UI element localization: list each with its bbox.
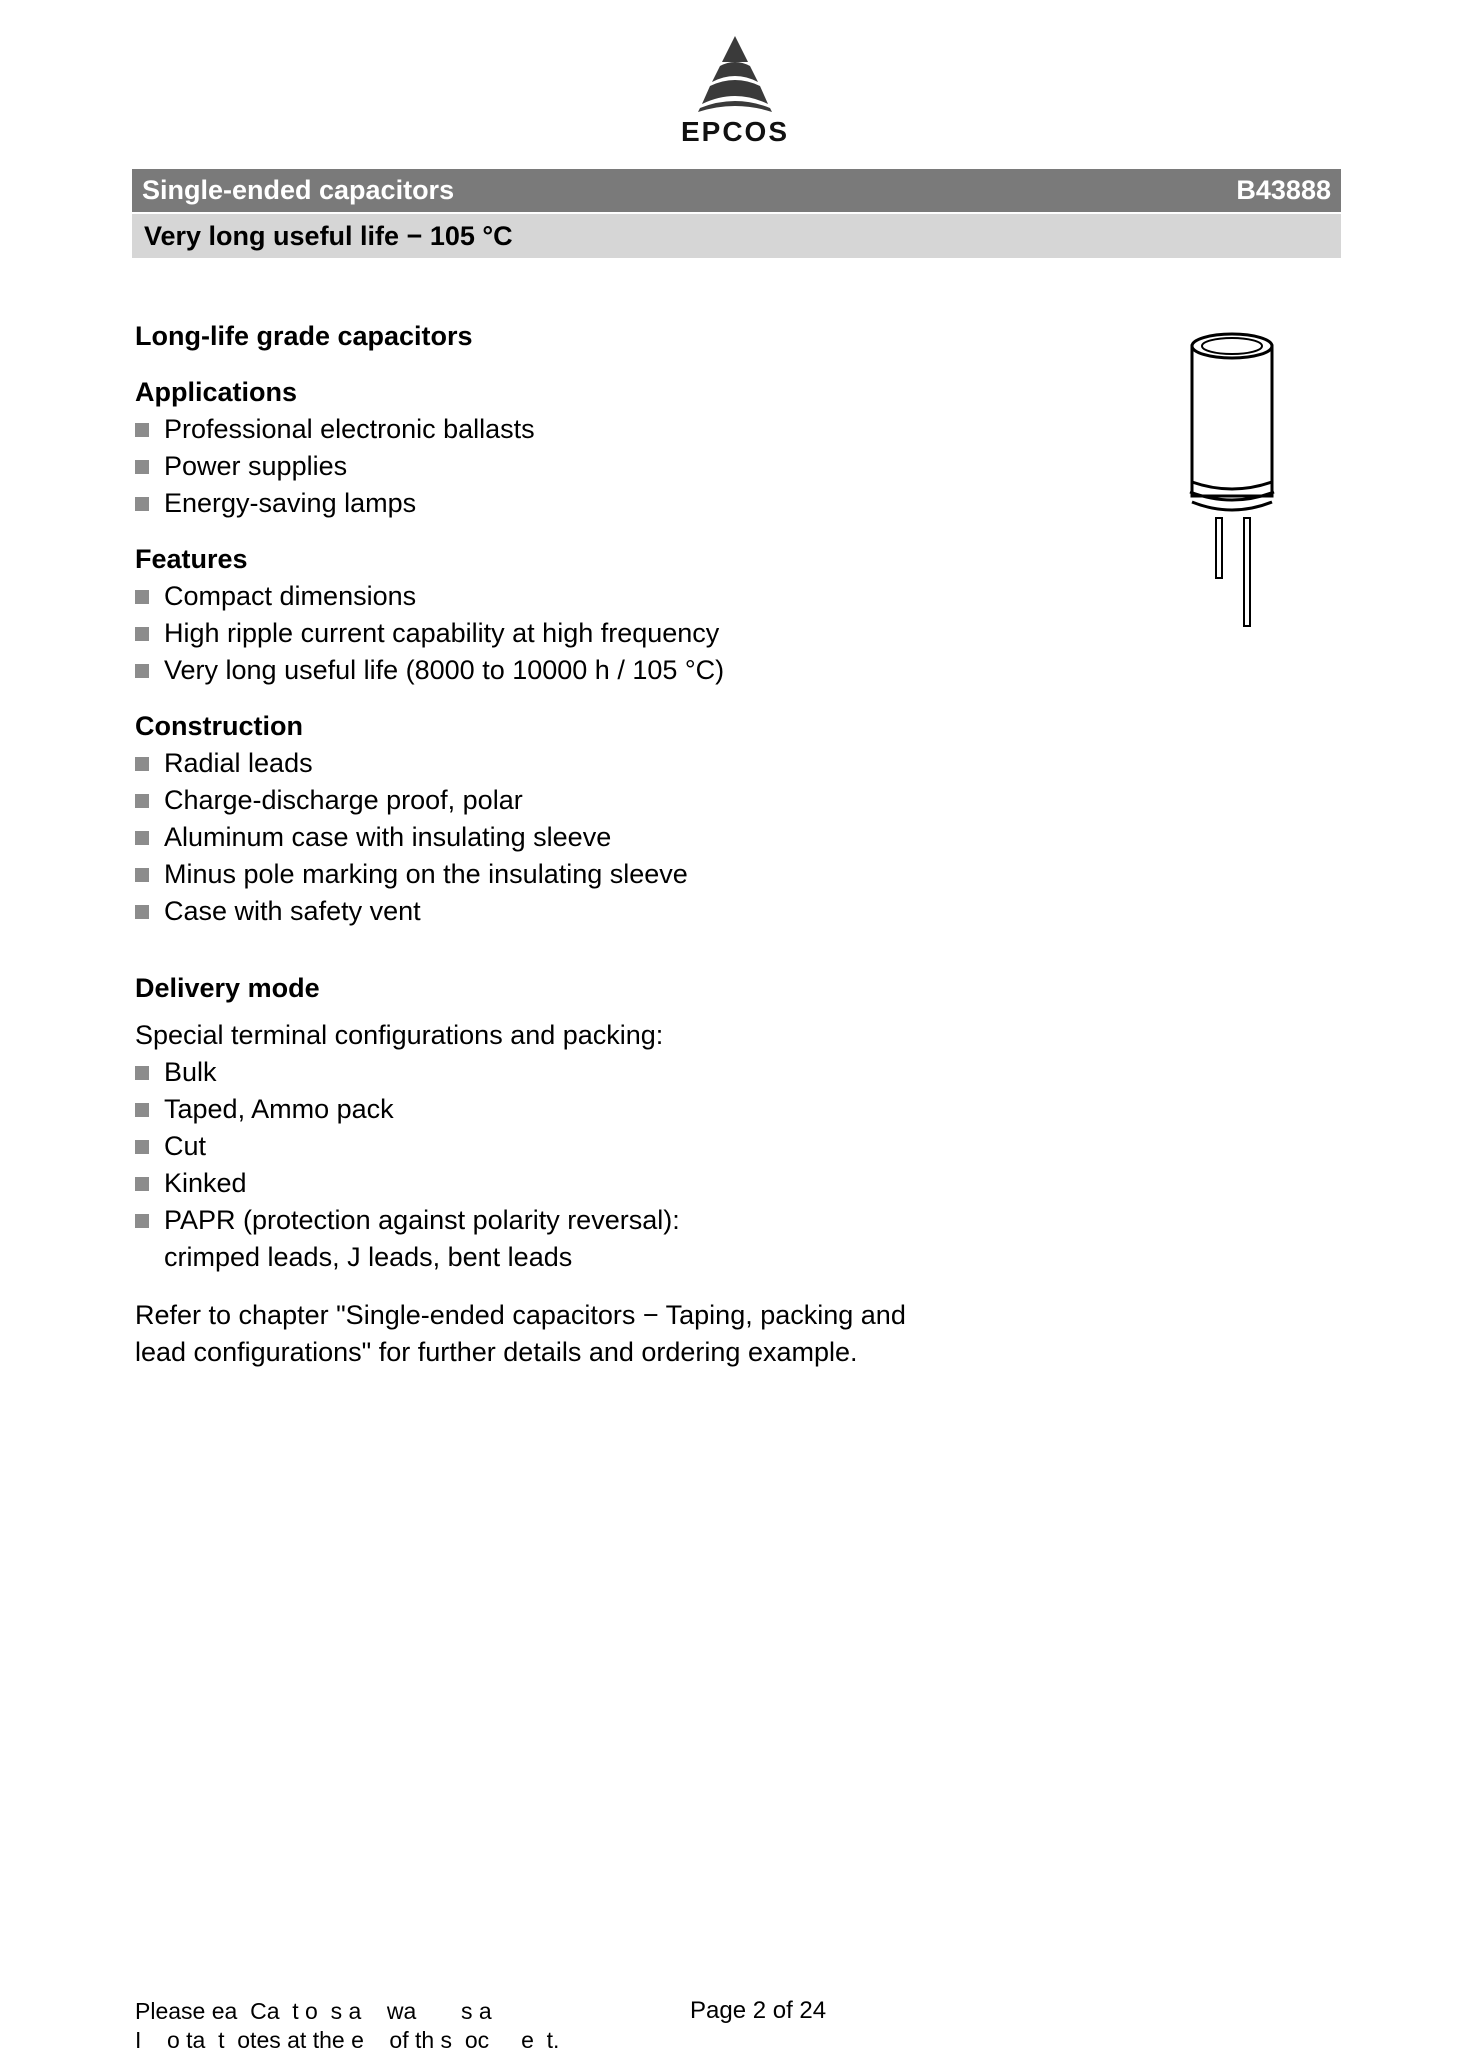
applications-list bbox=[135, 411, 1035, 522]
bullet-square-icon bbox=[135, 1103, 149, 1117]
bullet-square-icon bbox=[135, 664, 149, 678]
bullet-square-icon bbox=[135, 1066, 149, 1080]
bullet-square-icon bbox=[135, 757, 149, 771]
intro-heading: Long-life grade capacitors bbox=[135, 321, 473, 351]
list-item: Taped, Ammo pack bbox=[135, 1091, 1035, 1128]
list-item: Power supplies bbox=[135, 448, 1035, 485]
construction-list bbox=[135, 745, 1035, 930]
capacitor-illustration bbox=[1182, 332, 1282, 637]
bullet-square-icon bbox=[135, 831, 149, 845]
bullet-square-icon bbox=[135, 460, 149, 474]
list-item: Minus pole marking on the insulating sleeve bbox=[135, 856, 1035, 893]
bullet-square-icon bbox=[135, 794, 149, 808]
list-item: Bulk bbox=[135, 1054, 1035, 1091]
footer-line-1: Please ea Ca t o s a wa s a bbox=[135, 1998, 492, 2024]
bullet-square-icon bbox=[135, 423, 149, 437]
list-item: Aluminum case with insulating sleeve bbox=[135, 819, 1035, 856]
list-item: Compact dimensions bbox=[135, 578, 1035, 615]
construction-heading: Construction bbox=[135, 711, 303, 741]
list-item: Case with safety vent bbox=[135, 893, 1035, 930]
features-heading: Features bbox=[135, 544, 248, 574]
features-list bbox=[135, 578, 1035, 689]
bullet-square-icon bbox=[135, 905, 149, 919]
list-item: Very long useful life (8000 to 10000 h / 105 °C) bbox=[135, 652, 1035, 689]
refer-paragraph: Refer to chapter "Single-ended capacitors − Taping, packing and lead configurations" for further details and ordering example. bbox=[135, 1300, 906, 1367]
delivery-intro: Special terminal configurations and packing: bbox=[135, 1020, 664, 1050]
bullet-square-icon bbox=[135, 1140, 149, 1154]
bullet-square-icon bbox=[135, 497, 149, 511]
list-item: High ripple current capability at high frequency bbox=[135, 615, 1035, 652]
document-body bbox=[135, 318, 1035, 1371]
bullet-square-icon bbox=[135, 590, 149, 604]
list-item: Kinked bbox=[135, 1165, 1035, 1202]
subtitle: Very long useful life − 105 °C bbox=[144, 220, 513, 251]
applications-heading: Applications bbox=[135, 377, 298, 407]
list-item: Professional electronic ballasts bbox=[135, 411, 1035, 448]
footer-note bbox=[135, 1997, 615, 2055]
list-item: Charge-discharge proof, polar bbox=[135, 782, 1035, 819]
bullet-square-icon bbox=[135, 627, 149, 641]
list-item: Cut bbox=[135, 1128, 1035, 1165]
delivery-list bbox=[135, 1054, 1035, 1276]
delivery-heading: Delivery mode bbox=[135, 973, 320, 1003]
footer-line-2: I o ta t otes at the e of th s oc e t. bbox=[135, 2027, 560, 2053]
list-item: Energy-saving lamps bbox=[135, 485, 1035, 522]
part-number: B43888 bbox=[1236, 175, 1331, 205]
epcos-wordmark: EPCOS bbox=[680, 116, 790, 147]
epcos-pyramid-icon bbox=[692, 34, 778, 114]
list-item: PAPR (protection against polarity reversal): crimped leads, J leads, bent leads bbox=[135, 1202, 1035, 1276]
bullet-square-icon bbox=[135, 868, 149, 882]
category-title: Single-ended capacitors bbox=[142, 175, 455, 205]
epcos-logo bbox=[670, 34, 800, 146]
bullet-square-icon bbox=[135, 1177, 149, 1191]
header-category-bar bbox=[132, 169, 1341, 212]
page-number: Page 2 of 24 bbox=[690, 1997, 827, 2024]
header-subtitle-bar bbox=[132, 214, 1341, 258]
bullet-square-icon bbox=[135, 1214, 149, 1228]
list-item: Radial leads bbox=[135, 745, 1035, 782]
